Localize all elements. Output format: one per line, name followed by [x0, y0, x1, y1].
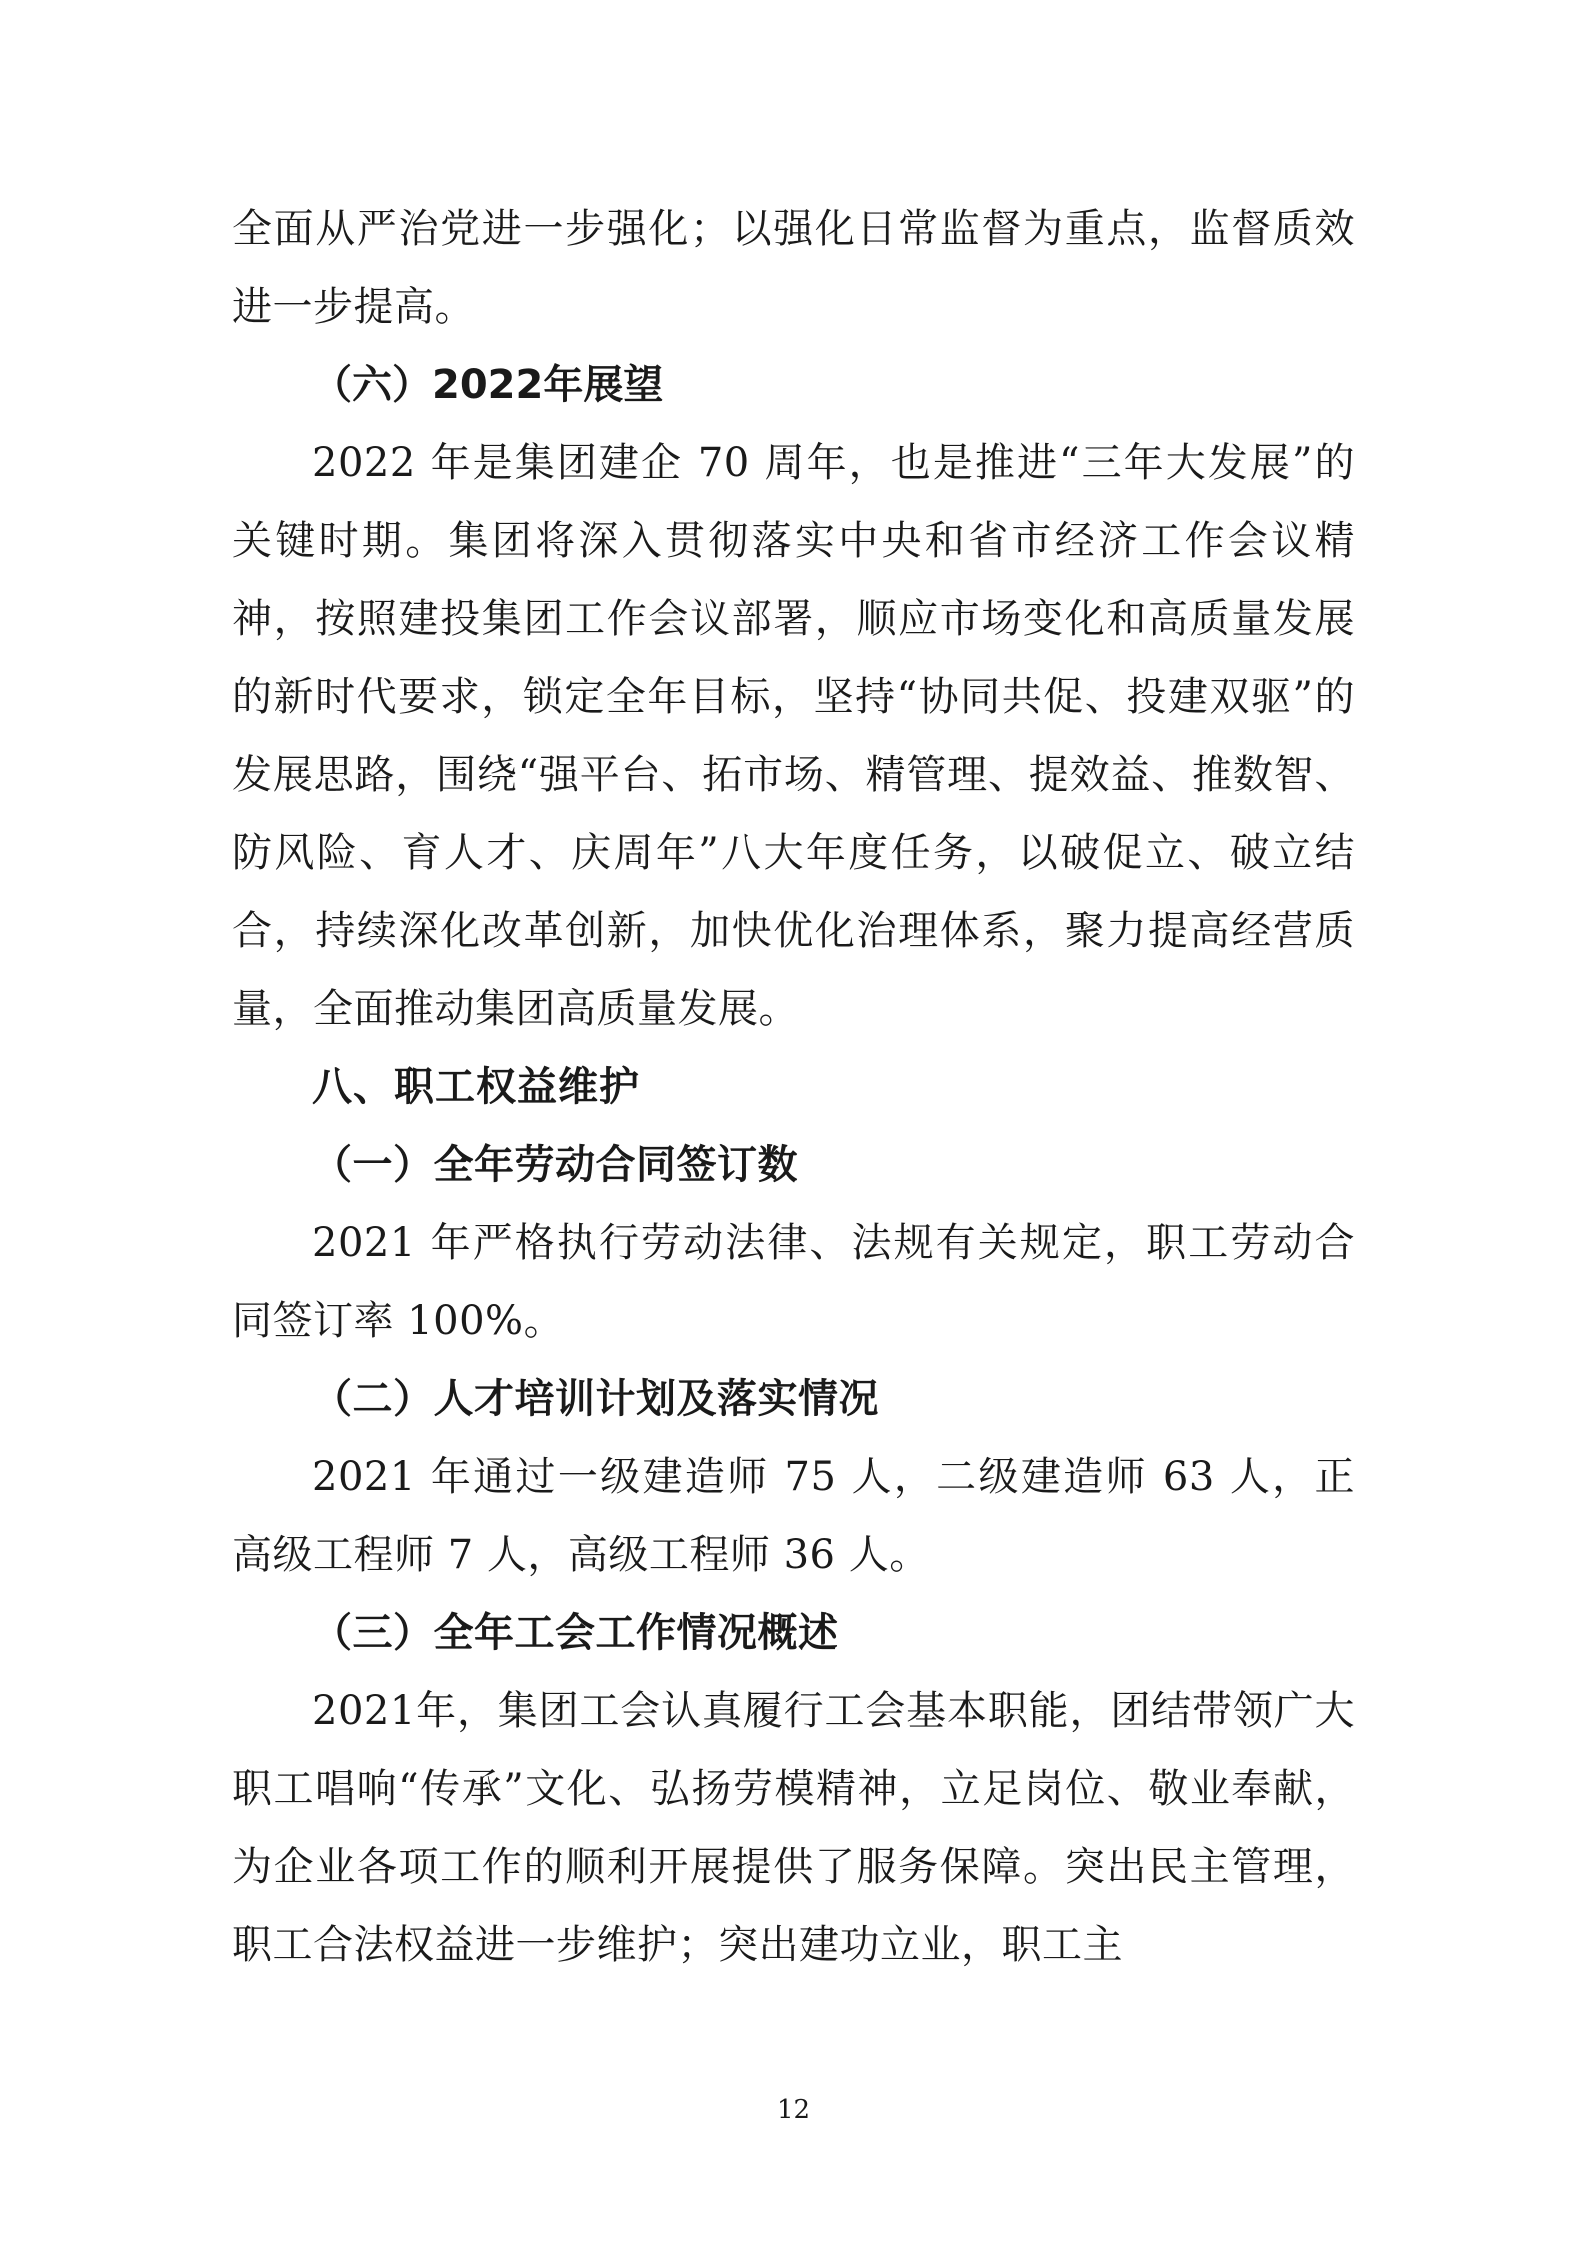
heading-section-eight: 八、职工权益维护 [312, 1064, 640, 1110]
page-number: 12 [776, 2095, 811, 2125]
paragraph-talent-training: 2021 年通过一级建造师 75 人，二级建造师 63 人，正高级工程师 7 人，高级工程师 36 人。 [232, 1454, 1355, 1578]
heading-subsection-one: （一）全年劳动合同签订数 [312, 1141, 798, 1188]
heading-prefix: （六） [312, 361, 432, 408]
heading-subsection-two: （二）人才培训计划及落实情况 [312, 1375, 879, 1422]
paragraph-continued: 全面从严治党进一步强化；以强化日常监督为重点，监督质效进一步提高。 [232, 206, 1355, 330]
heading-2022-outlook [232, 346, 1355, 424]
heading-subsection-three: （三）全年工会工作情况概述 [312, 1609, 839, 1656]
paragraph-labor-contracts: 2021 年严格执行劳动法律、法规有关规定，职工劳动合同签订率 100%。 [232, 1220, 1355, 1344]
paragraph-2022-outlook: 2022 年是集团建企 70 周年，也是推进“三年大发展”的关键时期。集团将深入贯彻落实中央和省市经济工作会议精神，按照建投集团工作会议部署，顺应市场变化和高质量发展的新时代要求，锁定全年目标，坚持“协同共促、投建双驱”的发展思路，围绕“强平台、拓市场、精管理、提效益、推数智、防风险、育人才、庆周年”八大年度任务，以破促立、破立结合，持续深化改革创新，加快优化治理体系，聚力提高经营质量，全面推动集团高质量发展。 [232, 440, 1355, 1032]
paragraph-union-work: 2021年，集团工会认真履行工会基本职能，团结带领广大职工唱响“传承”文化、弘扬劳模精神，立足岗位、敬业奉献，为企业各项工作的顺利开展提供了服务保障。突出民主管理，职工合法权益进一步维护；突出建功立业，职工主 [232, 1688, 1355, 1968]
heading-emphasis: 2022年展望 [432, 362, 664, 408]
